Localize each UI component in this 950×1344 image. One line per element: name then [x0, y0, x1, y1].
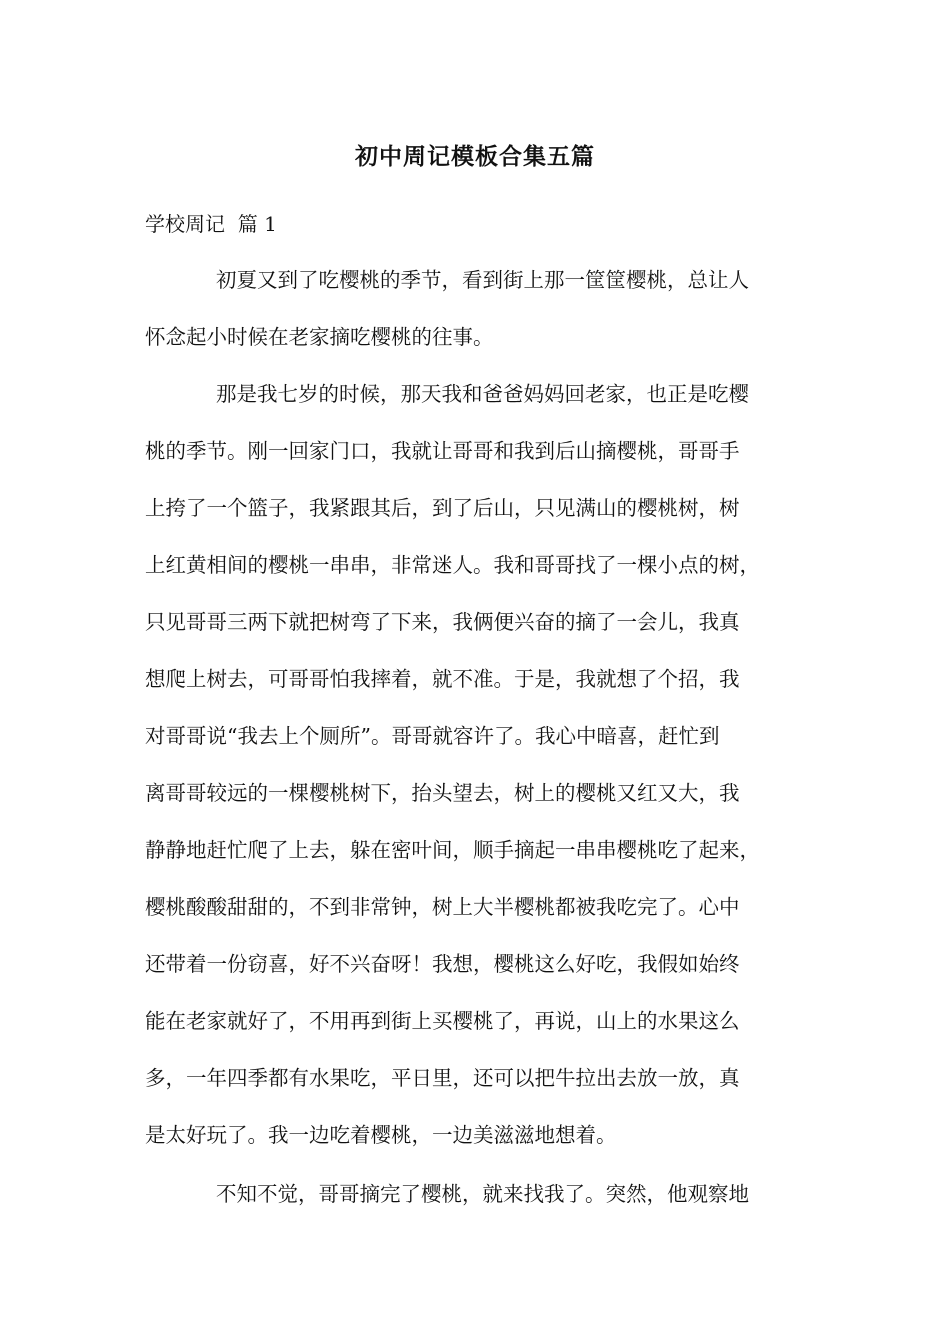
paragraph-line: 多，一年四季都有水果吃，平日里，还可以把牛拉出去放一放，真: [145, 1066, 740, 1090]
paragraph-line: 那是我七岁的时候，那天我和爸爸妈妈回老家，也正是吃樱: [216, 382, 749, 406]
paragraph-line: 只见哥哥三两下就把树弯了下来，我俩便兴奋的摘了一会儿，我真: [145, 610, 740, 634]
paragraph-line: 樱桃酸酸甜甜的，不到非常钟，树上大半樱桃都被我吃完了。心中: [145, 895, 740, 919]
paragraph-line: 能在老家就好了，不用再到街上买樱桃了，再说，山上的水果这么: [145, 1009, 740, 1033]
paragraph-line: 是太好玩了。我一边吃着樱桃，一边美滋滋地想着。: [145, 1123, 617, 1147]
paragraph-line: 还带着一份窃喜，好不兴奋呀！我想，樱桃这么好吃，我假如始终: [145, 952, 740, 976]
document-title: 初中周记模板合集五篇: [355, 143, 595, 170]
paragraph-2: [145, 377, 835, 1175]
paragraph-line: 怀念起小时候在老家摘吃樱桃的往事。: [145, 325, 494, 349]
paragraph-line: 静静地赶忙爬了上去，躲在密叶间，顺手摘起一串串樱桃吃了起来，: [145, 838, 760, 862]
paragraph-line: 想爬上树去，可哥哥怕我摔着，就不准。于是，我就想了个招，我: [145, 667, 740, 691]
paragraph-line: 上红黄相间的樱桃一串串，非常迷人。我和哥哥找了一棵小点的树，: [145, 553, 760, 577]
paragraph-line: 初夏又到了吃樱桃的季节，看到街上那一筐筐樱桃，总让人: [216, 268, 749, 292]
paragraph-line: 不知不觉，哥哥摘完了樱桃，就来找我了。突然，他观察地: [216, 1182, 749, 1206]
paragraph-line: 上挎了一个篮子，我紧跟其后，到了后山，只见满山的樱桃树，树: [145, 496, 740, 520]
section-heading: 学校周记 篇 1: [145, 212, 277, 236]
paragraph-3: [145, 1177, 835, 1234]
paragraph-1: [145, 263, 835, 377]
paragraph-line: 对哥哥说“我去上个厕所”。哥哥就容许了。我心中暗喜，赶忙到: [145, 724, 720, 748]
paragraph-line: 离哥哥较远的一棵樱桃树下，抬头望去，树上的樱桃又红又大，我: [145, 781, 740, 805]
paragraph-line: 桃的季节。刚一回家门口，我就让哥哥和我到后山摘樱桃，哥哥手: [145, 439, 740, 463]
